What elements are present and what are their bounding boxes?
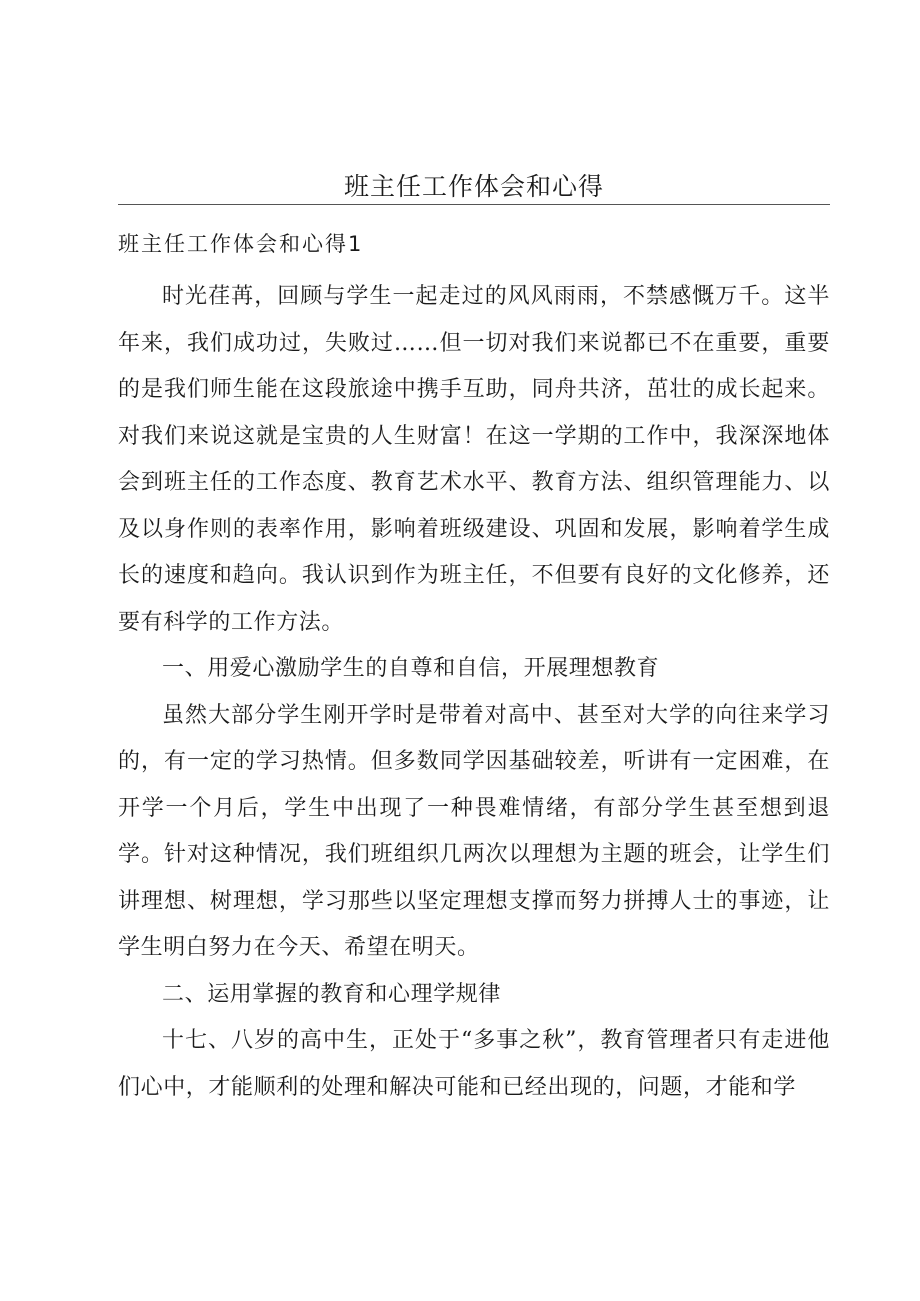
- paragraph-intro: 时光荏苒，回顾与学生一起走过的风风雨雨，不禁感慨万千。这半年来，我们成功过，失败过……但一切对我们来说都已不在重要，重要的是我们师生能在这段旅途中携手互助，同舟共济，茁壮的成长起来。对我们来说这就是宝贵的人生财富！在这一学期的工作中，我深深地体会到班主任的工作态度、教育艺术水平、教育方法、组织管理能力、以及以身作则的表率作用，影响着班级建设、巩固和发展，影响着学生成长的速度和趋向。我认识到作为班主任，不但要有良好的文化修养，还要有科学的工作方法。: [118, 284, 830, 635]
- paragraph-section-2: 十七、八岁的高中生，正处于“多事之秋”，教育管理者只有走进他们心中，才能顺利的处理和解决可能和已经出现的，问题，才能和学: [118, 1028, 830, 1100]
- document-title: 班主任工作体会和心得: [343, 172, 604, 201]
- section-subtitle: 班主任工作体会和心得1: [118, 232, 364, 256]
- section-heading-2: 二、运用掌握的教育和心理学规律: [162, 981, 502, 1007]
- section-heading-1: 一、用爱心激励学生的自尊和自信，开展理想教育: [162, 656, 660, 681]
- paragraph-section-1: 虽然大部分学生刚开学时是带着对高中、甚至对大学的向往来学习的，有一定的学习热情。但多数同学因基础较差，听讲有一定困难，在开学一个月后，学生中出现了一种畏难情绪，有部分学生甚至想到退学。针对这种情况，我们班组织几两次以理想为主题的班会，让学生们讲理想、树理想，学习那些以坚定理想支撑而努力拼搏人士的事迹，让学生明白努力在今天、希望在明天。: [118, 702, 830, 960]
- title-underline-divider: [118, 204, 830, 205]
- document-body: [118, 274, 830, 1111]
